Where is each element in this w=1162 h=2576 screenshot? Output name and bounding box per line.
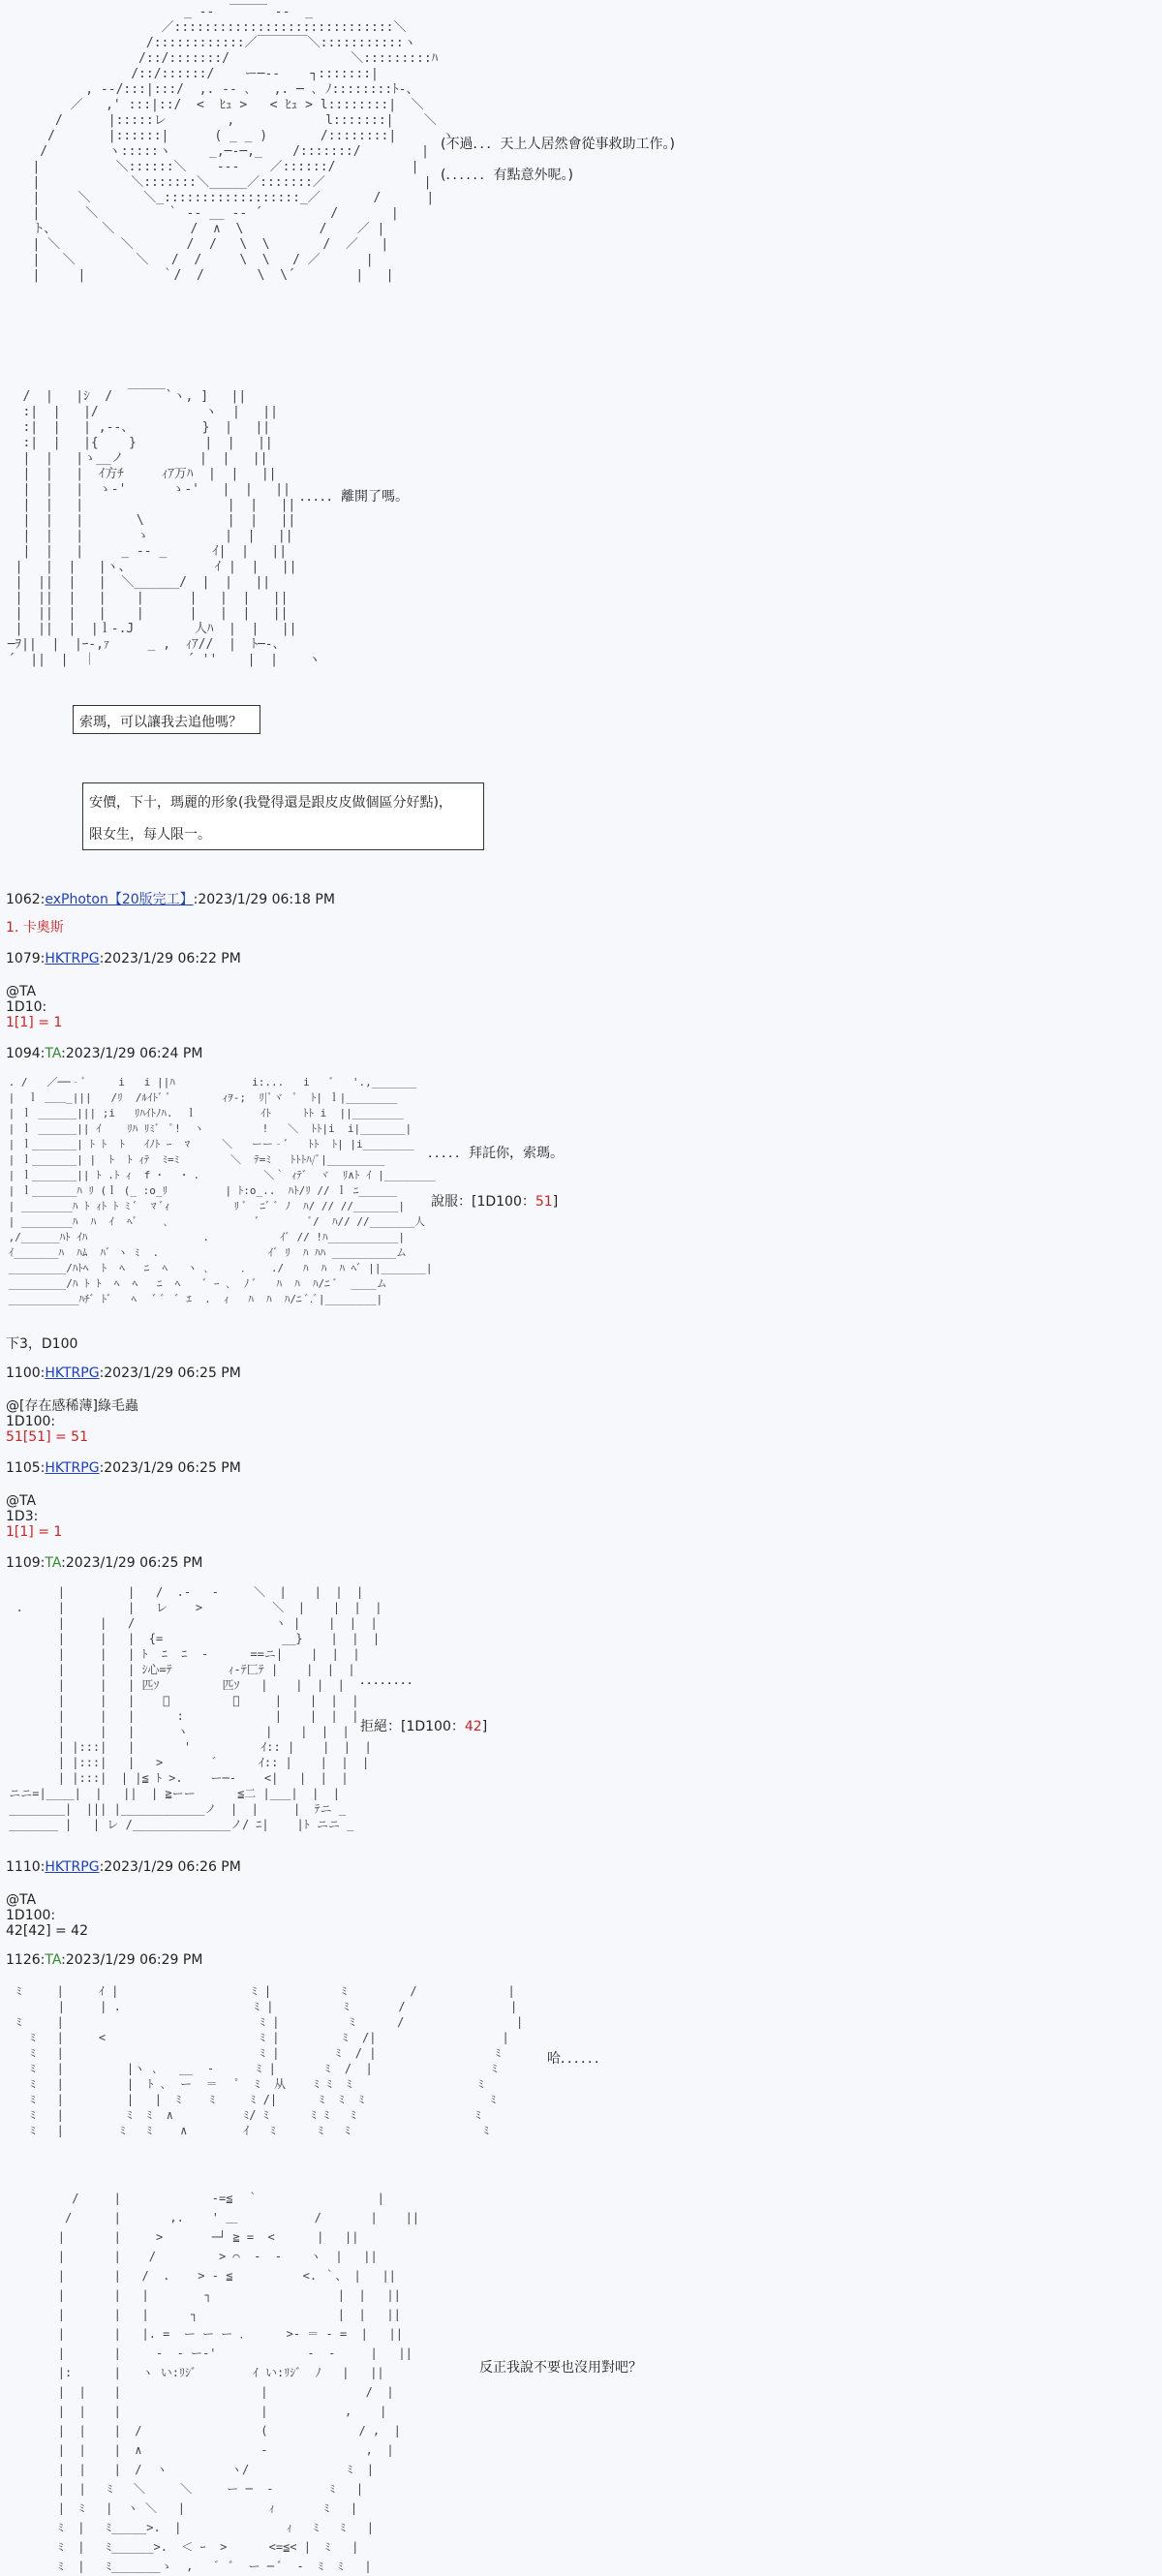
poster-name-link[interactable]: HKTRPG [45, 1859, 100, 1875]
post-body-line: 1. 卡奧斯 [6, 920, 64, 935]
post-date: :2023/1/29 06:18 PM [193, 892, 335, 907]
post-number: 1079: [6, 951, 46, 966]
dialog-line: 反正我說不要也沒用對吧？ [479, 2360, 642, 2376]
anka-box-line-2: 限女生，每人限一。 [89, 827, 211, 843]
post-body-line: @TA [6, 984, 37, 999]
post-header [6, 1952, 202, 1968]
roll-value: 42 [464, 1719, 482, 1734]
post-header [6, 1046, 202, 1061]
poster-name-link[interactable]: HKTRPG [45, 1460, 100, 1476]
ascii-art-scene-3: . / ／──‐ﾞ i i ||ﾊ i:... i ゛ '.,_______ | ｌ ＿＿_||| /ﾘ /ﾙｲﾄﾞ ﾟ ｨｦ-; ﾘ|ﾟヾ ﾟ ﾄ| ｌ|________ | ｌ ______||| ;i ﾘﾊｲﾄﾉﾊ. ｌ ｲﾄ ﾄﾄ i ||________ | ｌ ______|| ｲ ﾘﾊ ﾘﾐﾞ ﾟ! ヽ ! ＼ ﾄﾄ|i i|_______| | ｌ_______| ﾄ ﾄ ﾄ ｲﾉﾄ ｰ ﾏ ＼ ーー‐ﾞ ﾄﾄ ﾄ| |i________ | ｌ_______| | ﾄ ﾄ ｨﾃ ﾐ=ﾐ ＼ ﾃ=ﾐ ﾄﾄﾄﾊ/ﾞ|_________ | ｌ_______|| ﾄ .ﾄ ｨ f ･ ･ . ＼｀ ｨﾃ゛ ヾ ﾘ∧ﾄ ｲ |________ | ｌ_______ﾊ ﾘ (ｌ (_ :o_ﾘ | ﾄ:o_.. ﾊﾄ/ﾘ // ｌ ﾆ______ | ________ﾊ ﾄ ｨﾄ ﾄ ﾐ ﾞ ﾏ ﾞｨ ﾘ ﾞ ﾆﾞ ﾞ ﾉ ﾊ/ // //_______| | ________ﾊ ﾊ ｲ ﾍﾞ ､ ﾞ ﾞ/ ﾊ// //_______人 ,/______ﾊﾄ ｲﾊ . ｲﾞ // !ﾊ___________| ｲ_______ﾊ ﾊﾑ ﾊﾞ ヽ ﾐ . ｲﾞ ﾘ ﾊ ﾊﾊ __________ム _________/ﾊﾄﾍ ﾄ ﾍ ﾆ ﾍ ヽ ､ ． ./ ﾊ ﾊ ﾊ ﾍﾞ ||_______| _________/ﾊ ﾄ ﾄ ﾍ ﾍ ﾆ ﾍ ﾞ ｰ ､ ﾉ ﾞ ﾊ ﾊ ﾊ/ﾆ ﾞ ____ム ___________ﾊﾁﾞ ﾄﾞ ﾍ ﾞ ﾞ ﾞ ｴ . ｨ ﾊ ﾊ ﾊ/ﾆ ﾞ.ﾞ|________| [8, 1076, 436, 1305]
dice-result: 1[1] = 1 [6, 1015, 63, 1030]
ascii-art-scene-1: _ -‐ ￣￣￣ ‐- _ ／:::::::::::::::::::::::::::::＼ /::::::::::::／￣￣￣￣＼:::::::::::ヽ /::/:::::::/ ＼:::::::::ﾊ /::/::::::/ ー─‐‐ ┐:::::::| , -‐/:::|:::/ ,. -‐ ､ ,. ─ ､ ﾉ::::::::ﾄ-、 ／ ,' :::|::/ < ﾋｭ > < ﾋｭ > l::::::::| ＼ / |:::::レ , l:::::::| ＼ / |::::::| ( _ _ ) /::::::::| ヽ / ヽ:::::ヽ _,─-─,_ /:::::::/ | | ＼::::::＼ ‐-‐ ／::::::/ | | ＼:::::::＼_____／:::::::／ | | ＼ ＼_::::::::::::::::::_／ / | | ＼ ｀ ‐- __ -‐ ´ / | ト、 ＼ / ∧ \ / ／ | | ＼ ＼ / / \ \ / ／ | | ＼ ＼ / / \ \ / ／ | | | ｀/ / \ \´ | | [32, 5, 455, 283]
dialog-line: ．．．．．離開了嗎。 [300, 489, 409, 505]
dice-result: 42[42] = 42 [6, 1923, 88, 1939]
poster-name: TA [45, 1046, 62, 1061]
post-number: 1126: [6, 1952, 46, 1968]
dialog-line: ．．．．．．．． [360, 1672, 421, 1688]
post-number: 1109: [6, 1555, 46, 1571]
post-body-line: 1D3: [6, 1509, 39, 1524]
post-header [6, 951, 241, 966]
post-date: :2023/1/29 06:24 PM [61, 1046, 203, 1061]
dialog-line: 哈．．．．．． [547, 2051, 608, 2067]
dice-result: 51[51] = 51 [6, 1429, 88, 1445]
post-date: :2023/1/29 06:26 PM [99, 1859, 241, 1875]
poster-name-link[interactable]: exPhoton【20版完工】 [45, 892, 194, 907]
post-date: :2023/1/29 06:25 PM [99, 1460, 241, 1476]
ascii-art-scene-2: / | |ｼ / ￣￣￣`ヽ, ] || :| | |/ ヽ | || :| | | ,‐‐、 } | || :| | |{ } | | || | | |ゝ__ノ | | || | | | ｲ方ﾁ ｨｱ万ﾊ | | || | | | ゝ-' ゝ-' | | || | | | | | || | | | \ | | || | | | ゝ | | || | | | _ -‐ _ ｲ| | || | | | |ヽ、 ｲ | | || | || | | ＼______/ | | || | || | | | | | | || | || | | | | | | || | || | |ｌ-.J 人ﾊ | | || ─ｦ|| | |ｰ-,ｧ _ , ｨｱ// | ﾄ─-、 ´ || | ｜ ´ '' | | ヽ [7, 389, 321, 667]
speech-box [73, 705, 260, 734]
post-header [6, 1555, 202, 1571]
post-header [6, 889, 335, 908]
post-number: 1094: [6, 1046, 46, 1061]
dice-result: 1[1] = 1 [6, 1524, 63, 1540]
poster-name-link[interactable]: HKTRPG [45, 1365, 100, 1381]
post-body-line: @TA [6, 1892, 37, 1908]
post-number: 1062: [6, 892, 46, 907]
post-number: 1100: [6, 1365, 46, 1381]
roll-value: 51 [535, 1194, 553, 1210]
speech-box-text: 索瑪，可以讓我去追他嗎？ [79, 715, 242, 730]
roll-suffix: ] [481, 1719, 488, 1734]
roll-suffix: ] [552, 1194, 559, 1210]
post-body-line: @TA [6, 1493, 37, 1509]
anka-box [82, 782, 484, 850]
post-body-line: 1D100: [6, 1908, 56, 1923]
poster-name: TA [45, 1952, 62, 1968]
dialog-line: (不過．．．天上人居然會從事救助工作。) [441, 137, 675, 152]
dialog-line: ．．．．．拜託你，索瑪。 [428, 1146, 564, 1161]
anka-box-line-1: 安價，下十，瑪麗的形象(我覺得還是跟皮皮做個區分好點)， [89, 795, 452, 811]
ascii-art-scene-5: ﾐ | ｲ | ﾐ | ﾐ / | | | . ﾐ | ﾐ / | ﾐ | ﾐ | ﾐ / | ﾐ | < ﾐ | ﾐ /| | ﾐ | ﾐ | ﾐ / | ﾐ ﾐ | |ヽ ､ __ - ﾐ | ﾐ / | ﾐ ﾐ | | ﾄ ､ ー ＝ ﾟ ﾐ 从 ﾐ ﾐ ﾐ ﾐ ﾐ | | | ﾐ ﾐ ﾐ /| ﾐ ﾐ ﾐ ﾐ ﾐ | ﾐ ﾐ ∧ ﾐ/ ﾐ ﾐ ﾐ ﾐ ﾐ ﾐ | ﾐ ﾐ ∧ ｲ ﾐ ﾐ ﾐ ﾐ [15, 1984, 524, 2137]
ascii-art-scene-4: | | / .- - ＼ | | | | . | | レ > ＼ | | | | | | / ヽ | | | | | | | {= __} | | | | | | ﾄ ﾆ ﾆ - ==ニ| | | | | | | ｼ心=ﾃ ｨ-ﾃ匚ﾃ | | | | | | | 匹ｿ 匹ｿ | | | | | | | ﾞ ﾞ | | | | | | | : | | | | | | | ヽ | | | | | |:::| | ' ｲ:: | | | | | |:::| | > ゛ ｲ:: | | | | | |:::| | |≦ ﾄ >. ー─‐ <| | | | ニニ=|____| | || | ≧ーー ≦二 |___| | | ________| ||| |____________ノ | | | ﾃニ _ _______ | | レ /______________ノ/ ﾆ| |ﾄ ニニ _ [9, 1585, 382, 1831]
post-body-line: 1D100: [6, 1414, 56, 1429]
roll-label: 說服：[1D100： [431, 1194, 535, 1210]
post-header [6, 1460, 241, 1476]
dialog-line: (．．．．．．有點意外呢。) [441, 168, 573, 183]
post-date: :2023/1/29 06:29 PM [61, 1952, 203, 1968]
post-number: 1105: [6, 1460, 46, 1476]
poster-name-link[interactable]: HKTRPG [45, 951, 100, 966]
post-header [6, 1365, 241, 1381]
post-date: :2023/1/29 06:22 PM [99, 951, 241, 966]
post-number: 1110: [6, 1859, 46, 1875]
refuse-roll [360, 1716, 487, 1735]
post-body-line: @[存在感稀薄]綠毛蟲 [6, 1398, 138, 1414]
post-body-line: 1D10: [6, 999, 47, 1015]
post-date: :2023/1/29 06:25 PM [61, 1555, 203, 1571]
post-header [6, 1859, 241, 1875]
post-body-line: 下3，D100 [6, 1336, 78, 1352]
post-date: :2023/1/29 06:25 PM [99, 1365, 241, 1381]
persuade-roll [431, 1191, 558, 1211]
roll-label: 拒絕：[1D100： [360, 1719, 465, 1734]
poster-name: TA [45, 1555, 62, 1571]
ascii-art-scene-6: / | ‐=≦ ｀ | / | ,. ' ＿ / | || | | > ─┘ ≧ = < | || | | / > ⌒ ‐ ‐ ヽ | || | | / . > ‐ ≦ <. ｀、 | || | | | ┐ | | || | | | ┐ | | || | | |. = ー ー ー ． >‐ ＝ ‐ = | || | | ‐ ‐ ー‐' ‐ ‐ | || |: | ヽ い:ﾘｼﾞ ｲ い:ﾘｼﾞ ﾉ | || | | | | / | | | | | , | | | | / ( / , | | | | ∧ ‐ , | | | | / ヽ ヽ/ ﾐ | | | ﾐ ＼ ＼ ー ─ ‐ ﾐ | | ﾐ | ヽ ＼ | ｨ ﾐ | ﾐ | ﾐ_____>. | ｨ ﾐ ﾐ | ﾐ | ﾐ______>. ＜ ｰ > <=≦< | ﾐ | ﾐ | ﾐ_______ゝ , ゛ ﾞ ー ─ ﾞ ‐ ﾐ ﾐ | [57, 2192, 420, 2573]
